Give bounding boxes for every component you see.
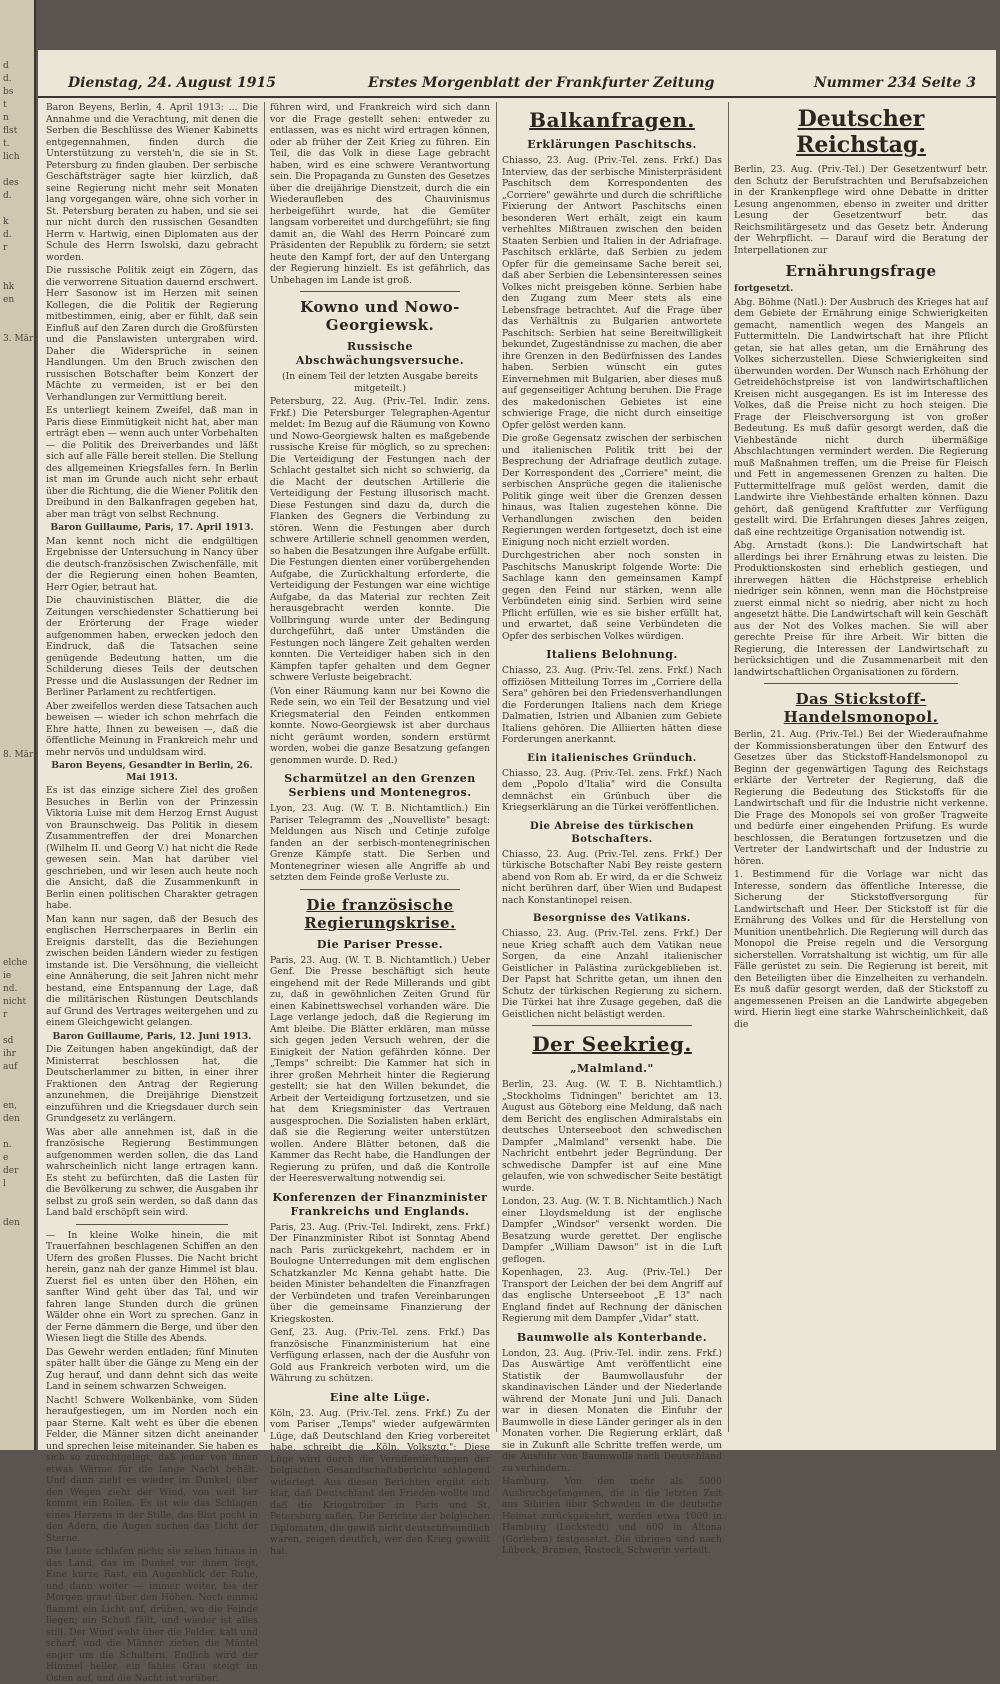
col3-paragraph: Kopenhagen, 23. Aug. (Priv.-Tel.) Der Transport der Leichen der bei dem Angriff auf das englische Unterseeboot „E 13" nach England findet auf Rechnung der dänischen Regierung mit dem Dampfer „Vidar" statt.: [502, 1267, 722, 1324]
col3-paragraph: Durchgestrichen aber noch sonsten in Paschitschs Manuskript folgende Worte: Die Sachlage kann den gemeinsamen Kampf gegen den Feind nur stärken, wenn alle Verbündeten einig sind. Serbien wird seine Pflicht erfüllen, wie es sie bisher erfüllt hat, und erwartet, daß seine Verbündeten die Opfer des serbischen Volkes würdigen.: [502, 550, 722, 642]
subheadline-paschitsch: Erklärungen Paschitschs.: [527, 138, 697, 151]
col1-paragraph: Es ist das einzige sichere Ziel des großen Besuches in Berlin von der Prinzessin Viktoria Luise mit dem Herzog Ernst August von Braunschweig. Das Politik in diesem Zusammentreffen der drei Monarchen (Wilhelm II. und Georg V.) hat nicht die Rede gewesen sein. Man hat darüber viel geschrieben, und wir lesen auch heute noch die Ansicht, daß die Zusammenkunft in Berlin einen politischen Charakter getragen habe.: [46, 785, 258, 911]
column-rule: [728, 102, 729, 1432]
section-divider: [300, 889, 460, 890]
headline-alte-luege: Eine alte Lüge.: [329, 1390, 431, 1404]
col3-paragraph: Chiasso, 23. Aug. (Priv.-Tel. zens. Frkf.) Der türkische Botschafter Nabi Bey reiste gestern abend von Rom ab. Er wird, da er die Schweiz nicht berühren darf, über Wien und Budapest nach Konstantinopel reisen.: [502, 848, 722, 906]
col1-paragraph: Was aber alle annehmen ist, daß in die französische Regierung Bestimmungen aufgenommen werden sollen, die das Land wahrscheinlich nicht lange ertragen kann. Es steht zu befürchten, daß die Lasten für die Bevölkerung zu schwer, die Ausgaben ihr selbst zu groß sein werden, so daß dann das Land bald erschöpft sein wird.: [46, 1126, 258, 1218]
page-header: [38, 72, 996, 98]
subheadline-presse: Die Pariser Presse.: [316, 937, 444, 951]
col3-paragraph: Chiasso, 23. Aug. (Priv.-Tel. zens. Frkf.) Nach dem „Popolo d'Italia" wird die Consulta demnächst ein Grünbuch über die Kriegserklärung an die Türkei veröffentlichen.: [502, 767, 722, 813]
col2-intro: führen wird, und Frankreich wird sich dann vor die Frage gestellt sehen: entweder zu entlassen, was es nicht wird ertragen können, oder ab früher der Zeit Krieg zu führen. Ein Teil, die das Volk in diese Lage gebracht haben, wird es eine schwere Verantwortung sein. Die Propaganda zu Gunsten des Gesetzes über die dreijährige Dienstzeit, durch die ein Wiederaufleben des Chauvinismus herbeigeführt wurde, hat die Gemüter langsam vorbereitet und durchgeführt; sie fing damit an, die Wahl des Herrn Poincaré zum Präsidenten der Republik zu fördern; sie setzt heute den Kampf fort, der auf den Untergang der Regierung hinzielt. Es ist gefährlich, das Unbehagen im Lande ist groß.: [270, 102, 490, 286]
headline-finanzminister: Konferenzen der Finanzminister Frankreichs und Englands.: [272, 1190, 488, 1218]
col1-dateline: Baron Guillaume, Paris, 12. Juni 1913.: [52, 1030, 252, 1042]
col2-paragraph: (Von einer Räumung kann nur bei Kowno die Rede sein, wo ein Teil der Besatzung und viel Kriegsmaterial den Feinden entkommen konnte. Nowo-Georgiewsk ist aber durchaus nicht geräumt worden, sondern erstürmt worden, wobei die ganze Besatzung gefangen genommen wurde. D. Red.): [270, 685, 490, 766]
section-divider: [76, 1224, 228, 1225]
col4-paragraph: Abg. Arnstadt (kons.): Die Landwirtschaft hat allerdings bei ihrer Ernährung etwas zu leisten. Die Produktionskosten sind erheblich gestiegen, und ihrerwegen hätten die Höchstpreise erheblich niedriger sein können, wenn man die Höchstpreise zuerst einmal nicht so niedrig, aber nicht zu hoch angesetzt hätte. Die Landwirtschaft will kein Geschäft aus der Not des Volkes machen. Sie will aber gerechte Preise für ihre Arbeit. Wir bitten die Regierung, die Interessen der Landwirtschaft zu berücksichtigen und die Zusammenarbeit mit den landwirtschaftlichen Organisationen zu fördern.: [734, 540, 988, 678]
headline-baumwolle: Baumwolle als Konterbande.: [516, 1330, 708, 1344]
subheadline-kowno: Russische Abschwächungsversuche.: [295, 340, 465, 367]
section-divider: [300, 291, 460, 292]
col2-paragraph: Lyon, 23. Aug. (W. T. B. Nichtamtlich.) Ein Pariser Telegramm des „Nouvelliste" besagt: Meldungen aus Nisch und Cetinje zufolge fanden an der serbisch-montenegrinischen Grenze Kämpfe statt. Die Serben und Montenegriner wiesen alle Angriffe ab und setzten dem Feinde große Verluste zu.: [270, 803, 490, 883]
col3-paragraph: Chiasso, 23. Aug. (Priv.-Tel. zens. Frkf.) Das Interview, das der serbische Ministerpräsident Paschitsch dem Korrespondenten des „Corriere" gewährte und durch die schriftliche Fixierung der Antwort Paschitschs einen besonderen Wert erhält, zeigt ein kaum verhehltes Mißtrauen zwischen den beiden Staaten Serbien und Italien in der Adriafrage. Paschitsch erklärte, daß Serbien zu jedem Opfer für die gemeinsame Sache bereit sei, daß aber Serbien die Lebensinteressen seines Volkes nicht preisgeben könne. Serbien habe den Zugang zum Meer stets als eine Lebensfrage betrachtet. Auf die Frage über das Verhältnis zu Bulgarien antwortete Paschitsch: Serbien hat seine Bereitwilligkeit bekundet, Zugeständnisse zu machen, die aber ihre Grenzen in den Bedürfnissen des Landes haben. Serbien wünscht ein gutes Einvernehmen mit Bulgarien, aber dieses muß auf gegenseitiger Achtung beruhen. Die Frage des makedonischen Gebietes ist eine schwierige Frage, die nicht durch einseitige Opfer gelöst werden kann.: [502, 155, 723, 431]
editor-note: (In einem Teil der letzten Ausgabe bereits mitgeteilt.): [282, 371, 478, 394]
col4-paragraph: Berlin, 23. Aug. (Priv.-Tel.) Der Gesetzentwurf betr. den Schutz der Berufstrachten und Berufsabzeichen in der Krankenpflege wird ohne Debatte in dritter Lesung angenommen, ebenso in zweiter und dritter Lesung der Gesetzentwurf betr. das Reichsmilitärgesetz und das Gesetz betr. Änderung der Wehrpflicht. — Darauf wird die Beratung der Interpellationen zur: [734, 164, 988, 256]
col3-paragraph: Chiasso, 23. Aug. (Priv.-Tel. zens. Frkf.) Der neue Krieg schafft auch dem Vatikan neue Sorgen, da eine Anzahl italienischer Geistlicher in Palästina zurückgeblieben ist. Der Papst hat Schritte getan, um ihnen den Schutz der türkischen Regierung zu sichern. Die Türkei hat ihre Zusage gegeben, daß die Geistlichen nicht belästigt werden.: [502, 928, 722, 1020]
previous-page-edge: [0, 0, 39, 1450]
headline-ernaehrungsfrage: Ernährungsfrage: [785, 262, 937, 280]
section-divider: [532, 1025, 692, 1026]
col3-paragraph: Hamburg. Von den mehr als 5000 Ausbruchgefangenen, die in die letzten Zeit aus Sibirien über Schweden in die deutsche Heimat zurückgekehrt, werden etwa 1000 in Hamburg (Lockstedt) und 600 in Altona (Gorleben) festgesetzt. Die übrigen sind nach Lübeck, Bremen, Rostock, Schwerin verteilt.: [502, 1476, 722, 1556]
subheadline-malmland: „Malmland.": [570, 1062, 654, 1075]
headline-stickstoff: Das Stickstoff-Handelsmonopol.: [783, 690, 939, 726]
headline-balkanfragen: Balkanfragen.: [529, 108, 695, 132]
header-title: Erstes Morgenblatt der Frankfurter Zeitung: [368, 75, 715, 91]
headline-reichstag: Deutscher Reichstag.: [796, 106, 926, 158]
headline-regierungskrise: Die französische Regierungskrise.: [304, 895, 456, 932]
col1-paragraph: Die Zeitungen haben angekündigt, daß der Ministerrat beschlossen hat, die Deutscherlammer zu bitten, in einer ihrer Fraktionen den Antrag der Regierung anzunehmen, die Dreijährige Dienstzeit einzuführen und die Kriegsdauer durch sein Grundgesetz zu verlängern.: [46, 1044, 258, 1124]
headline-italiens-belohnung: Italiens Belohnung.: [546, 648, 678, 661]
col1-feuilleton: Die Leute schlafen nicht; sie sehen hinaus in das Land, das im Dunkel vor ihnen liegt. Eine kurze Rast, ein Augenblick der Ruhe, und dann weiter — immer weiter, bis der Morgen graut über den Höhen. Noch einmal flammt ein Licht auf, drüben, wo die Feinde liegen; ein Schuß fällt, und wieder ist alles still. Der Wind weht über die Felder, kalt und scharf, und die Männer ziehen die Mäntel enger um die Schultern. Endlich wird der Himmel heller, ein fahles Grau steigt im Osten auf, und die Nacht ist vorüber.: [46, 1546, 258, 1684]
col1-feuilleton: — In kleine Wolke hinein, die mit Trauerfahnen beschlagenen Schiffen an den Ufern des großen Flusses. Die Nacht bricht herein, ganz nah der ganze Himmel ist blau. Zuerst fiel es unten über den Höhen, ein sanfter Wind geht über das Tal, und wir fahren lange Stunden durch die grünen Wälder ohne ein Wort zu sprechen. Ganz in der Ferne dämmern die Berge, und über den Wiesen liegt die Stille des Abends.: [46, 1229, 258, 1344]
headline-scharmuetzel: Scharmützel an den Grenzen Serbiens und Montenegros.: [284, 772, 476, 799]
headline-vatikan: Besorgnisse des Vatikans.: [532, 913, 692, 924]
col2-paragraph: Paris, 23. Aug. (W. T. B. Nichtamtlich.) Ueber Genf. Die Presse beschäftigt sich heute eingehend mit der Rede Millerands und gibt zu, daß in gewöhnlichen Zeiten Grund für einen Kabinettswechsel vorhanden wäre. Die Lage verlange jedoch, daß die Regierung im Amt bleibe. Die Blätter erklären, man müsse sich gegen jeden Versuch wehren, der die Einigkeit der Nation gefährden könne. Der „Temps" schreibt: Die Kammer hat sich in ihrer großen Mehrheit hinter die Regierung gestellt; sie hat den Willen bekundet, die Arbeit der Verteidigung fortzusetzen, und sie hat dem Kriegsminister das Vertrauen ausgesprochen. Die Sozialisten haben erklärt, daß sie die Regierung weiter unterstützen wollen. Andere Blätter betonen, daß die Kammer das Recht habe, die Handlungen der Regierung zu prüfen, und daß die Kontrolle der Heeresverwaltung notwendig sei.: [270, 954, 490, 1184]
col3-paragraph: Die große Gegensatz zwischen der serbischen und italienischen Politik tritt bei der Besprechung der Adriafrage deutlich zutage. Der Korrespondent des „Corriere" meint, die serbischen Ansprüche gegen die italienische Politik ginge weit über die Grenzen dessen hinaus, was Italien zugestehen könne. Die Verhandlungen zwischen den beiden Regierungen werden fortgesetzt, doch ist eine Einigung noch nicht erzielt worden.: [502, 433, 722, 548]
col2-paragraph: Köln, 23. Aug. (Priv.-Tel. zens. Frkf.) Zu der vom Pariser „Temps" wieder aufgewärmten Lüge, daß Deutschland den Krieg vorbereitet habe, schreibt die „Köln. Volksztg.": Diese Lüge wird durch die Veröffentlichungen der belgischen Gesandtschaftsberichte schlagend widerlegt. Aus diesen Berichten ergibt sich klar, daß Deutschland den Frieden wollte und daß die Kriegstreiber in Paris und St. Petersburg saßen. Die Berichte der belgischen Diplomaten, die gewiß nicht deutschfreundlich waren, zeigen deutlich, wer den Krieg gewollt hat.: [270, 1407, 490, 1557]
col1-dateline: Baron Guillaume, Paris, 17. April 1913.: [50, 522, 254, 533]
previous-page-fragment: d d. bs t n flst t. lich des d. k d. r hk en 3. März 8. März elche ie nd. nicht r sd ihr auf en, den n. e der l den: [3, 61, 39, 1228]
col3-paragraph: London, 23. Aug. (Priv.-Tel. indir. zens. Frkf.) Das Auswärtige Amt veröffentlicht eine Statistik der Baumwollausfuhr der skandinavischen Länder und der Niederlande während der Monate Juni und Juli. Danach war in diesen Monaten die Einfuhr der Baumwolle in diese Länder geringer als in den Monaten vorher. Die Regierung erklärt, daß sie in Zukunft alle Schritte treffen werde, um die Ausfuhr von Baumwolle nach Deutschland zu verhindern.: [502, 1347, 722, 1474]
headline-kowno: Kowno und Nowo-Georgiewsk.: [300, 298, 460, 334]
col4-paragraph: Berlin, 21. Aug. (Priv.-Tel.) Bei der Wiederaufnahme der Kommissionsberatungen über den Entwurf des Gesetzes über das Stickstoff-Handelsmonopol zu Beginn der gegenwärtigen Tagung des Reichstags erklärte der Vertreter der Regierung, daß die Regierung die Bedeutung des Stickstoffs für die Landwirtschaft und für die Industrie nicht verkenne. Die Frage des Monopols sei von großer Tragweite und bedürfe einer eingehenden Prüfung. Es wurde beschlossen, die Beratungen fortzusetzen und die Vertreter der Landwirtschaft und der Industrie zu hören.: [734, 729, 988, 867]
col1-paragraph: Aber zweifellos werden diese Tatsachen auch beweisen — wieder ich schon mehrfach die Ehre hatte, Ihnen zu beweisen —, daß die öffentliche Meinung in Frankreich mehr und mehr nervös und unduldsam wird.: [46, 700, 258, 758]
column-rule: [496, 102, 497, 1432]
headline-botschafter: Die Abreise des türkischen Botschafters.: [530, 820, 694, 845]
headline-seekrieg: Der Seekrieg.: [532, 1032, 692, 1056]
newspaper-sheet: [38, 50, 996, 1684]
col1-feuilleton: Nacht! Schwere Wolkenbänke, vom Süden heraufgestiegen, um im Norden noch ein paar Sterne. Kalt weht es über die ebenen Felder, die Männer sitzen dicht aneinander und sprechen leise miteinander. Sie haben es sich so zurechtgelegt, daß jeder von ihnen etwas Wärme für die lange Nacht behält. Und dann zieht es wieder im Dunkel, über den Wegen zieht der Wind, von weit her kommt ein Rollen. Es ist wie das Schlagen eines Herzens in der Stille, das Blut pocht in den Adern, die Augen suchen das Licht der Sterne.: [46, 1394, 258, 1544]
col4-paragraph: Abg. Böhme (Natl.): Der Ausbruch des Krieges hat auf dem Gebiete der Ernährung einige Schwierigkeiten gemacht, namentlich wegen des Mangels an Futtermitteln. Die Landwirtschaft hat ihre Pflicht getan, sie hat alles getan, um die Ernährung des Volkes sicherzustellen. Diese Schwierigkeiten sind überwunden worden. Der Wunsch nach Erhöhung der Getreidehöchstpreise ist von landwirtschaftlichen Kreisen nicht ausgegangen. Es ist im Interesse des Volkes, daß die Preise nicht zu hoch steigen. Die Frage der Fleischversorgung ist von großer Bedeutung. Es muß dafür gesorgt werden, daß die Viehbestände nicht durch übermäßige Abschlachtungen vermindert werden. Die Regierung muß Maßnahmen treffen, um die Preise für Fleisch und Fett in angemessenen Grenzen zu halten. Die Futtermittelfrage muß gelöst werden, damit die Landwirte ihre Viehbestände erhalten können. Dazu gehört, daß genügend Kraftfutter zur Verfügung gestellt wird. Die Erfahrungen dieses Jahres zeigen, daß eine rechtzeitige Organisation notwendig ist.: [734, 296, 988, 538]
col1-paragraph: Baron Beyens, Berlin, 4. April 1913: ... Die Annahme und die Verachtung, mit denen die Serben die Beschlüsse des Wiener Kabinetts entgegennahmen, finden durch die Unterstützung zu versteh'n, die sie in St. Petersburg zu finden glauben. Der serbische Geschäftsträger sagte hier kürzlich, daß seine Regierung nicht mehr seit Monaten lang vorgegangen wäre, ohne sich vorher in St. Petersburg beraten zu haben, und sie sei nur nicht durch den russischen Gesandten Herrn v. Hartwig, einen Diplomaten aus der Schule des Herrn Iswolski, dazu gebracht worden.: [46, 102, 258, 263]
col1-paragraph: Man kennt noch nicht die endgültigen Ergebnisse der Untersuchung in Nancy über die deutsch-französischen Zwischenfälle, mit der die Regierung einen hohen Beamten, Herr Ogier, betraut hat.: [46, 535, 258, 593]
section-divider: [764, 683, 958, 684]
col2-paragraph: Petersburg, 22. Aug. (Priv.-Tel. Indir. zens. Frkf.) Die Petersburger Telegraphen-Agentur meldet: Im Bezug auf die Räumung von Kowno und Nowo-Georgiewsk halten es maßgebende russische Kreise für möglich, so zu sprechen: Die Verteidigung der Festungen nach der Schlacht gestaltet sich nicht so schwierig, da die Macht der deutschen Artillerie die Verteidigung der Festung illusorisch macht. Diese Festungen sind dazu da, durch die Flanken des Gegners die Verbindung zu stören. Wenn die Festungen aber durch schwere Artillerie schnell genommen werden, so haben die Besatzungen ihre Aufgabe erfüllt. Die Festungen dienten einer vorübergehenden Aufgabe, die Zurückhaltung erforderte, die Verteidigung der Festungen war eine wichtige Aufgabe, da das Material zur rechten Zeit herausgebracht werden konnte. Die Vollbringung wurde unter der Bedingung durchgeführt, daß unter Umständen die Festungen noch längere Zeit gehalten werden konnten. Die Verteidiger haben sich in den Kämpfen tapfer gehalten und dem Gegner schwere Verluste beigebracht.: [270, 396, 490, 683]
col3-paragraph: London, 23. Aug. (W. T. B. Nichtamtlich.) Nach einer Lloydsmeldung ist der englische Dampfer „Windsor" versenkt worden. Die Besatzung wurde gerettet. Der englische Dampfer „William Dawson" ist in die Luft geflogen.: [502, 1196, 722, 1265]
col1-paragraph: Die chauvinistischen Blätter, die die Zeitungen verschiedenster Schattierung bei der Erörterung der Frage wieder aufgenommen haben, erwecken jedoch den Eindruck, daß die Tatsachen seine genügende Bedeutung hatten, um die Schilderung dieses Teils der deutschen Presse und die Auslassungen der Redner im Berliner Parlament zu rechtfertigen.: [46, 595, 258, 698]
header-page-number: Nummer 234 Seite 3: [813, 75, 976, 91]
headline-gruenbuch: Ein italienisches Gründuch.: [527, 752, 697, 764]
col4-lead: fortgesetzt.: [734, 283, 794, 294]
col1-paragraph: Man kann nur sagen, daß der Besuch des englischen Herrscherpaares in Berlin ein Ereignis darstellt, das die Beziehungen zwischen beiden Ländern wieder zu festigen imstande ist. Die Versöhnung, die vielleicht eine Annäherung, die seit Jahren nicht mehr bestand, eine Entspannung der Lage, daß die militärischen Rüstungen Deutschlands auf Grund des Vertrages weitergehen und zu einem Gleichgewicht gelangen.: [46, 913, 258, 1028]
col1-paragraph: Die russische Politik zeigt ein Zögern, das die verworrene Situation dauernd erschwert. Herr Sasonow ist im Herzen mit seinen Kollegen, die die Politik der Regierung mitbestimmen, einig, aber er fühlt, daß sein Einfluß auf den Zaren durch die Großfürsten und die Panslawisten untergraben wird. Daher die Widersprüche in seinen Handlungen. Um den Bruch zwischen den russischen Botschafter beim Konzert der Mächte zu vermeiden, ist er bei den Verhandlungen zur Vermittlung bereit.: [46, 265, 258, 403]
col2-paragraph: Paris, 23. Aug. (Priv.-Tel. Indirekt, zens. Frkf.) Der Finanzminister Ribot ist Sonntag Abend nach Paris zurückgekehrt, nachdem er in Boulogne Unterredungen mit dem englischen Schatzkanzler Mc Kenna gehabt hatte. Die beiden Minister behandelten die Finanzfragen der Verbündeten und trafen Vereinbarungen über die gemeinsame Finanzierung der Kriegskosten.: [270, 1221, 490, 1325]
col3-paragraph: Chiasso, 23. Aug. (Priv.-Tel. zens. Frkf.) Nach offiziösen Mitteilung Torres im „Corriere della Sera" gehören bei den Friedensverhandlungen die Forderungen Italiens nach dem Kriege Dalmatien, Istrien und Albanien zum Gebiete Italiens gehören. Die Alliierten hätten diese Forderungen anerkannt.: [502, 665, 722, 745]
column-rule: [264, 102, 265, 1432]
col2-paragraph: Genf, 23. Aug. (Priv.-Tel. zens. Frkf.) Das französische Finanzministerium hat eine Verfügung erlassen, nach der die Ausfuhr von Gold aus Frankreich verboten wird, um die Währung zu schützen.: [270, 1327, 490, 1384]
column-2: [270, 102, 490, 1557]
col1-feuilleton: Das Gewehr werden entladen; fünf Minuten später hallt über die Gänge zu Meng ein der Zug herauf, und dann dehnt sich das weite Land in seinem schwarzen Schweigen.: [46, 1346, 258, 1392]
col4-paragraph: 1. Bestimmend für die Vorlage war nicht das Interesse, sondern das öffentliche Interesse, die Sicherung der Stickstoffversorgung für Landwirtschaft und Heer. Der Stickstoff ist für die Ernährung des Volkes und für die Herstellung von Munition unentbehrlich. Die Regierung will durch das Monopol die Preise regeln und die Versorgung sicherstellen. Vorratshaltung ist wichtig, um für alle Fälle gerüstet zu sein. Die Regierung ist bereit, mit den Beteiligten über die Einzelheiten zu verhandeln. Es muß dafür gesorgt werden, daß der Stickstoff zu angemessenen Preisen an die Landwirte abgegeben wird. Hierin liegt eine starke Wahrscheinlichkeit, daß die: [734, 869, 988, 1030]
column-1: [46, 102, 258, 1684]
column-3: [502, 102, 723, 1556]
col1-paragraph: Es unterliegt keinem Zweifel, daß man in Paris diese Einmütigkeit nicht hat, aber man erträgt eben — wenn auch unter Vorbehalten — die Politik des Dreiverbandes und läßt sich auf alle Fälle bereit stellen. Die Stellung des allgemeinen Kriegsfalles fern. In Berlin ist man im Grunde auch nicht sehr erbaut über die Richtung, die die Wiener Politik den Dreibund in den Balkanfragen gegeben hat, aber man trägt von selbst Rechnung.: [46, 405, 258, 520]
column-4: [734, 102, 988, 1432]
header-date: Dienstag, 24. August 1915: [68, 75, 276, 91]
col1-dateline: Baron Beyens, Gesandter in Berlin, 26. Mai 1913.: [51, 760, 253, 783]
col3-paragraph: Berlin, 23. Aug. (W. T. B. Nichtamtlich.) „Stockholms Tidningen" berichtet am 13. August aus Göteborg eine Meldung, daß nach dem Bericht des englischen Admiralstabs ein deutsches Unterseeboot den schwedischen Dampfer „Malmland" versenkt habe. Die Nachricht entbehrt jeder Begründung. Der schwedische Dampfer ist auf eine Mine gelaufen, wie von schwedischer Seite bestätigt wurde.: [502, 1079, 722, 1194]
